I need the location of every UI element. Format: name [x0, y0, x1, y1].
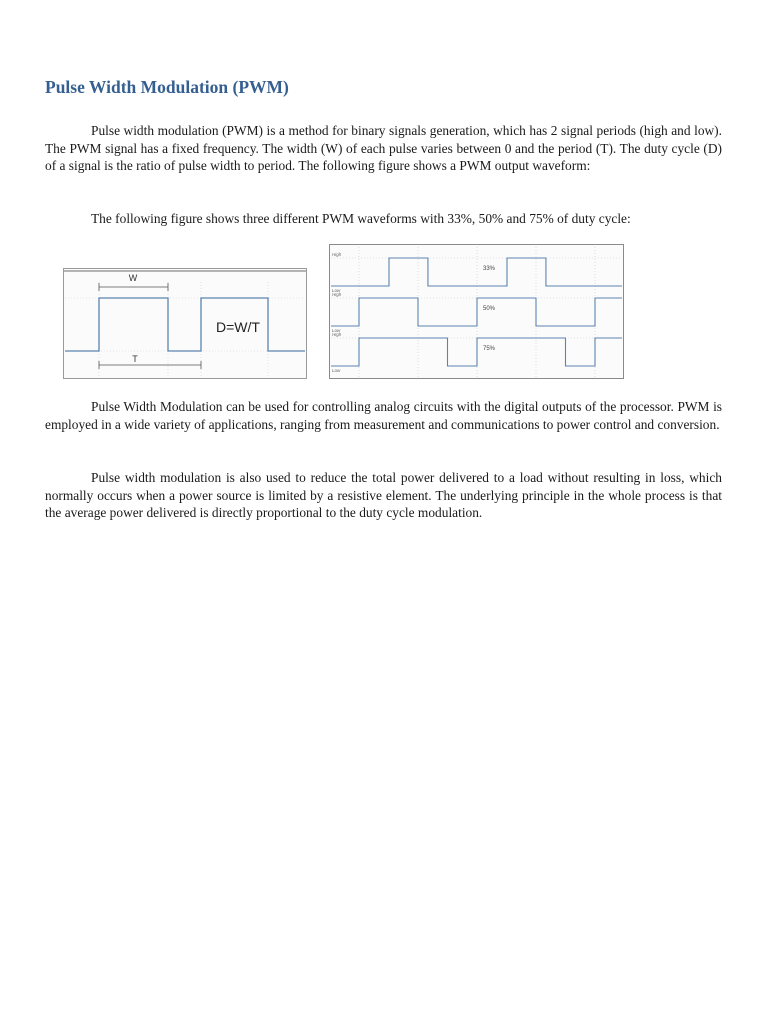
high-level-label: High: [332, 292, 342, 297]
width-label: W: [128, 273, 138, 283]
paragraph-intro: Pulse width modulation (PWM) is a method for binary signals generation, which has 2 signal periods (high and low). The PWM signal has a fixed frequency. The width (W) of each pulse varies between 0 and the period (T). The duty cycle (D) of a signal is the ratio of pulse width to period. The following figure shows a PWM output waveform:: [45, 123, 722, 174]
page-title: Pulse Width Modulation (PWM): [45, 77, 289, 97]
duty-cycle-label: 33%: [483, 266, 496, 272]
low-level-label: Low: [332, 368, 341, 373]
duty-formula: D=W/T: [216, 319, 260, 335]
paragraph-power: Pulse width modulation is also used to reduce the total power delivered to a load without resulting in loss, which normally occurs when a power source is limited by a resistive element. The underlying principle in the whole process is that the average power delivered is directly proportional to the duty cycle modulation.: [45, 470, 722, 521]
high-level-label: High: [332, 252, 342, 257]
low-level-label: Low: [332, 288, 341, 293]
low-level-label: Low: [332, 328, 341, 333]
period-label: T: [132, 354, 138, 364]
figure-frame: [64, 269, 307, 379]
duty-cycle-label: 50%: [483, 306, 496, 312]
duty-cycle-figure: [329, 244, 624, 379]
duty-cycle-label: 75%: [483, 346, 496, 352]
high-level-label: High: [332, 332, 342, 337]
paragraph-applications: Pulse Width Modulation can be used for controlling analog circuits with the digital outputs of the processor. PWM is employed in a wide variety of applications, ranging from measurement and communications to power control and conversion.: [45, 399, 722, 432]
pwm-waveform-figure: [63, 268, 307, 379]
paragraph-figure-intro: The following figure shows three different PWM waveforms with 33%, 50% and 75% of duty cycle:: [91, 211, 631, 226]
